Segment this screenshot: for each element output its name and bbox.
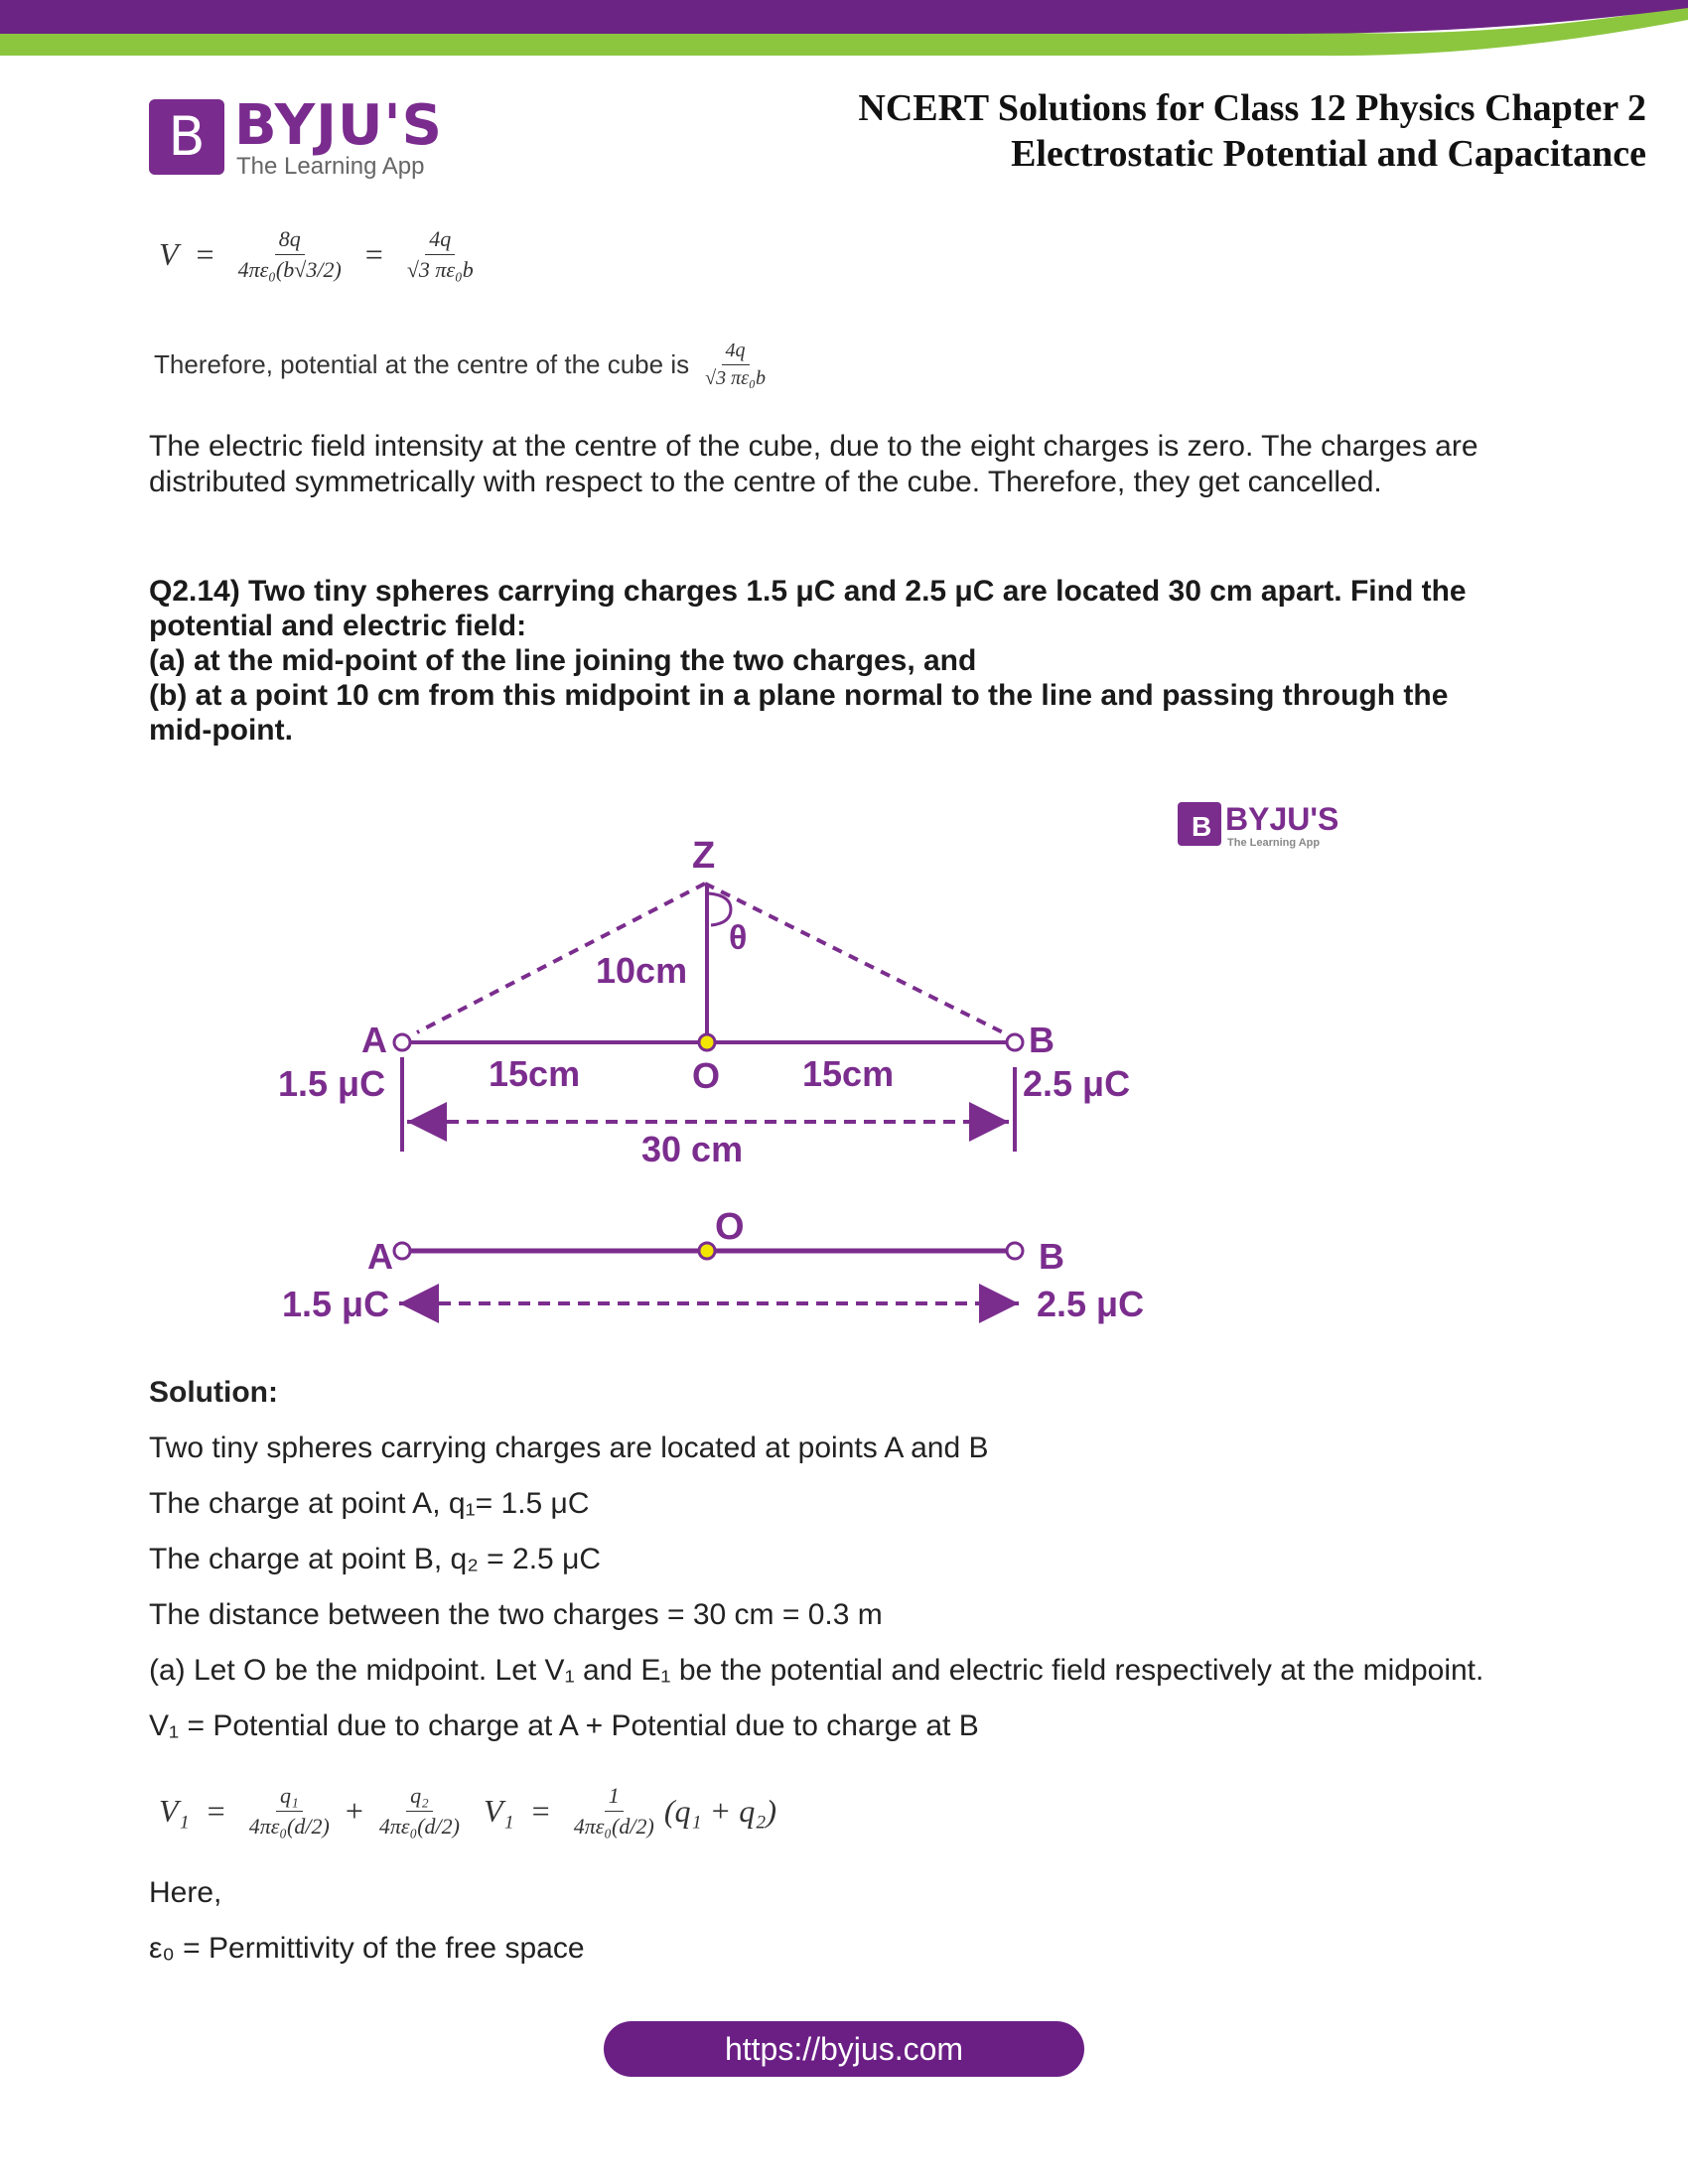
lower-point-a xyxy=(394,1243,410,1259)
equation-v1 xyxy=(159,1783,776,1840)
charge-diagram xyxy=(0,784,1688,1340)
here-line: Here, xyxy=(149,1876,222,1909)
equation-potential-cube xyxy=(159,226,480,283)
watermark-name: BYJU'S xyxy=(1225,801,1339,837)
eq2-tail: (q₁ + q₂) xyxy=(663,1793,776,1829)
lower-label-q1: 1.5 μC xyxy=(282,1284,390,1324)
lower-point-b xyxy=(1007,1243,1023,1259)
solution-line-6: V₁ = Potential due to charge at A + Potential due to charge at B xyxy=(149,1709,979,1742)
eq2-lhs: V₁ xyxy=(159,1793,190,1829)
label-z: Z xyxy=(692,835,716,877)
solution-line-3: The charge at point B, q₂ = 2.5 μC xyxy=(149,1543,602,1575)
eq1-f1-denominator: 4πε₀(b√3/2) xyxy=(237,257,342,282)
eq2-equals: = xyxy=(207,1793,225,1829)
eq2-f2-denominator: 4πε₀(d/2) xyxy=(378,1814,460,1839)
question-block xyxy=(149,574,1559,748)
title-line-1: NCERT Solutions for Class 12 Physics Chapter 2 xyxy=(858,87,1646,129)
lower-label-o: O xyxy=(715,1206,745,1248)
solution-line-1: Two tiny spheres carrying charges are located at points A and B xyxy=(149,1432,989,1464)
eq1-f2-denominator: √3 πε₀b xyxy=(406,257,474,282)
lower-label-a: A xyxy=(367,1236,393,1277)
lower-point-o xyxy=(699,1243,715,1259)
label-30cm: 30 cm xyxy=(641,1129,744,1169)
eq2-f3-numerator: 1 xyxy=(605,1783,624,1812)
eq1-equals-2: = xyxy=(364,236,383,272)
eq2-f2-numerator: q₂ xyxy=(406,1783,433,1812)
question-line-5: mid-point. xyxy=(149,714,293,747)
eq2-equals-2: = xyxy=(531,1793,550,1829)
logo-letter: B xyxy=(168,105,206,168)
point-a xyxy=(394,1034,410,1050)
lower-label-q2: 2.5 μC xyxy=(1037,1284,1145,1324)
label-a: A xyxy=(361,1020,387,1060)
question-line-1: Q2.14) Two tiny spheres carrying charges 1.5 μC and 2.5 μC are located 30 cm apart. Find the xyxy=(149,575,1467,608)
question-line-4: (b) at a point 10 cm from this midpoint in a plane normal to the line and passing through the xyxy=(149,679,1449,712)
label-15cm-right: 15cm xyxy=(802,1053,895,1094)
eq1-fraction-2 xyxy=(407,226,474,283)
eq1-f2-numerator: 4q xyxy=(425,226,455,255)
label-15cm-left: 15cm xyxy=(489,1053,581,1094)
eq2-f1-numerator: q₁ xyxy=(276,1783,303,1812)
eq2-plus: + xyxy=(345,1793,363,1829)
eq1-lhs: V xyxy=(159,236,179,272)
eq2-fraction-3 xyxy=(574,1783,654,1840)
solution-line-2: The charge at point A, q₁= 1.5 μC xyxy=(149,1487,590,1520)
solution-line-5: (a) Let O be the midpoint. Let V₁ and E₁ be the potential and electric field respectively at the midpoint. xyxy=(149,1654,1484,1687)
therefore-denominator: √3 πε₀b xyxy=(705,367,766,389)
logo-name: BYJU'S xyxy=(234,93,443,158)
eq2-fraction-1 xyxy=(249,1783,330,1840)
therefore-numerator: 4q xyxy=(722,340,750,365)
label-10cm: 10cm xyxy=(596,950,688,991)
eq1-equals: = xyxy=(196,236,214,272)
label-q1: 1.5 μC xyxy=(278,1063,386,1104)
page-title xyxy=(858,85,1646,177)
question-line-2: potential and electric field: xyxy=(149,610,527,642)
field-paragraph: The electric field intensity at the centre of the cube, due to the eight charges is zero. The charges are distributed symmetrically with respect to the centre of the cube. Therefore, they get cancelled. xyxy=(149,430,1478,498)
therefore-line xyxy=(154,340,772,390)
logo-tagline: The Learning App xyxy=(236,153,425,180)
top-banner xyxy=(0,0,1688,60)
logo-badge xyxy=(149,99,224,175)
solution-heading: Solution: xyxy=(149,1376,278,1409)
therefore-fraction xyxy=(705,340,766,390)
title-line-2: Electrostatic Potential and Capacitance xyxy=(1011,133,1646,175)
point-b xyxy=(1007,1034,1023,1050)
point-o xyxy=(699,1034,715,1050)
diagram-watermark xyxy=(1178,801,1338,849)
therefore-text: Therefore, potential at the centre of the cube is xyxy=(154,349,690,379)
eq2-fraction-2 xyxy=(379,1783,460,1840)
label-q2: 2.5 μC xyxy=(1023,1063,1131,1104)
footer-url-link[interactable]: https://byjus.com xyxy=(604,2021,1084,2077)
theta-arc xyxy=(709,893,731,925)
eq2-f1-denominator: 4πε₀(d/2) xyxy=(248,1814,330,1839)
lower-label-b: B xyxy=(1039,1236,1064,1277)
label-theta: θ xyxy=(729,919,748,957)
question-line-3: (a) at the mid-point of the line joining the two charges, and xyxy=(149,644,977,677)
label-o: O xyxy=(692,1055,721,1096)
watermark-tag: The Learning App xyxy=(1227,837,1321,849)
watermark-letter: B xyxy=(1192,811,1212,842)
eq2-f3-denominator: 4πε₀(d/2) xyxy=(573,1814,654,1839)
label-b: B xyxy=(1029,1020,1055,1060)
eq1-f1-numerator: 8q xyxy=(275,226,305,255)
solution-line-4: The distance between the two charges = 30 cm = 0.3 m xyxy=(149,1598,883,1631)
dashed-line-zb xyxy=(705,884,1003,1032)
eq2-lhs-2: V₁ xyxy=(483,1793,514,1829)
eq1-fraction-1 xyxy=(238,226,342,283)
epsilon-line: ε₀ = Permittivity of the free space xyxy=(149,1932,585,1965)
